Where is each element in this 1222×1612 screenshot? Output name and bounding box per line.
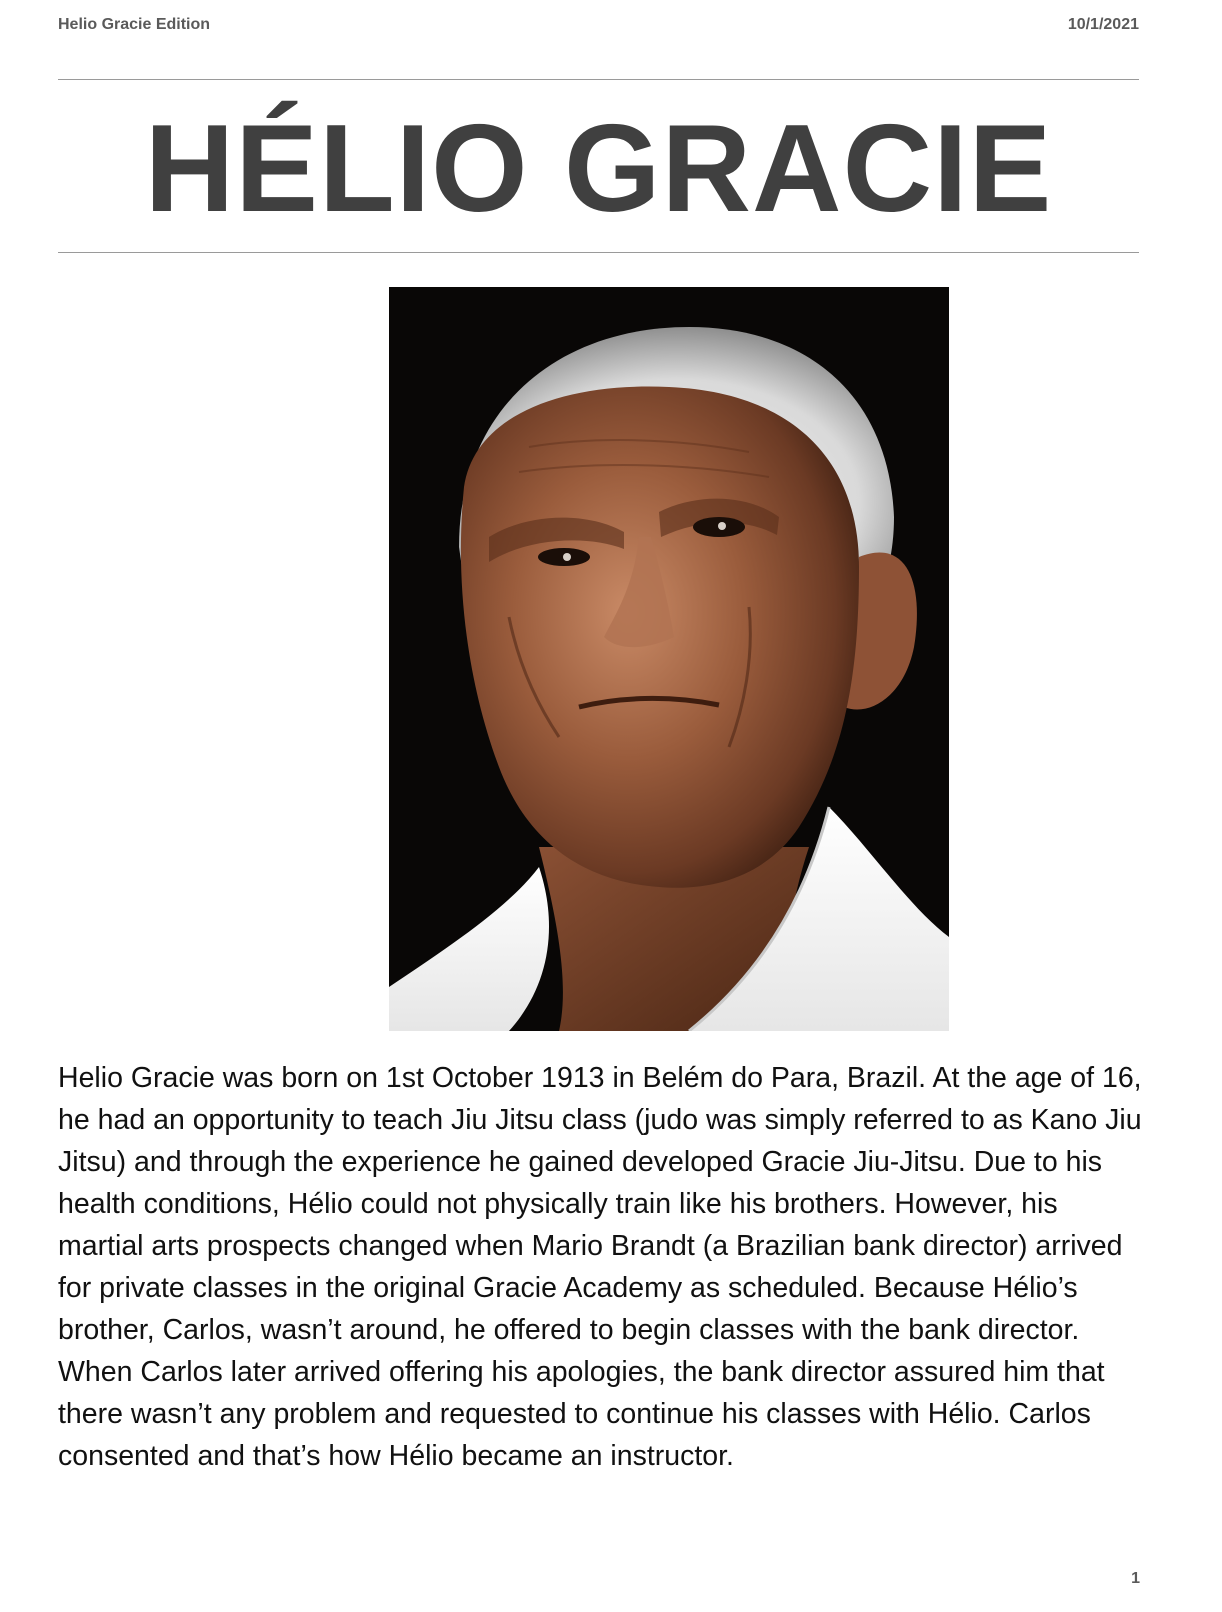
portrait-illustration [389, 287, 949, 1031]
issue-date: 10/1/2021 [1067, 16, 1139, 33]
page-title: HÉLIO GRACIE [144, 100, 1053, 238]
edition-label: Helio Gracie Edition [58, 16, 211, 33]
portrait-photo [389, 287, 949, 1031]
article-body: Helio Gracie was born on 1st October 1913 in Belém do Para, Brazil. At the age of 16, he had an opportunity to teach Jiu Jitsu class (judo was simply referred to as Kano Jiu Jitsu) and through the experience he gained developed Gracie Jiu-Jitsu. Due to his health conditions, Hélio could not physically train like his brothers. However, his martial arts prospects changed when Mario Brandt (a Brazilian bank director) arrived for private classes in the original Gracie Academy as scheduled. Because Hélio’s brother, Carlos, wasn’t around, he offered to begin classes with the bank director. When Carlos later arrived offering his apologies, the bank director assured him that there wasn’t any problem and requested to continue his classes with Hélio. Carlos consented and that’s how Hélio became an instructor. [58, 1062, 1142, 1472]
top-divider [58, 79, 1139, 80]
page-header [58, 16, 1139, 40]
page-number: 1 [1131, 1570, 1140, 1587]
bottom-divider [58, 252, 1139, 253]
